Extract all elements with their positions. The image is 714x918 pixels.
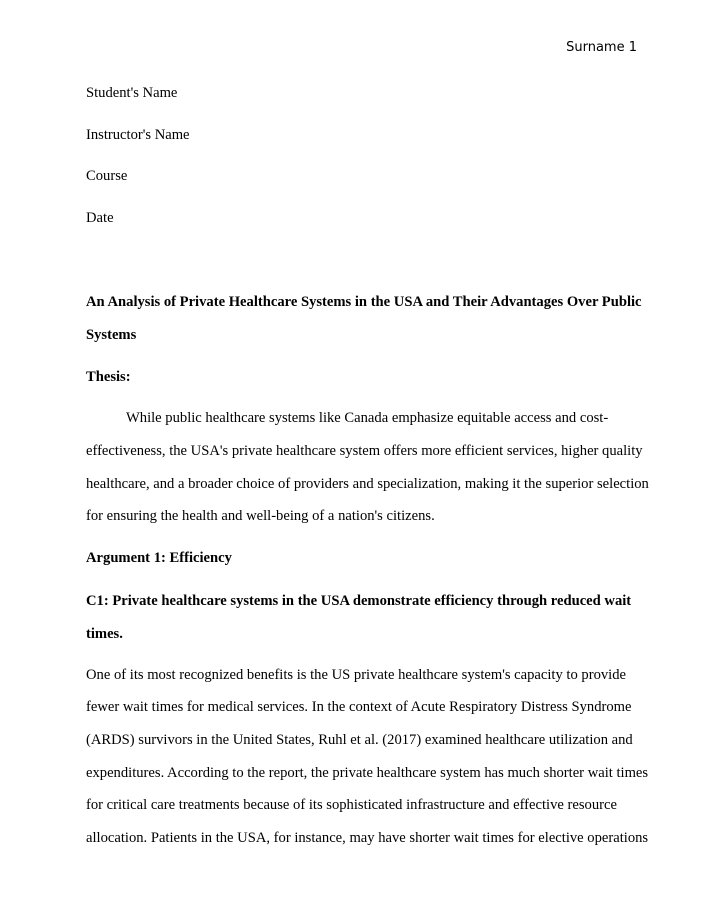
student-name: Student's Name bbox=[86, 85, 178, 101]
paragraph-line: One of its most recognized benefits is the US private healthcare system's capacity to provide bbox=[86, 667, 627, 683]
argument-1-heading: Argument 1: Efficiency bbox=[86, 550, 232, 566]
title-line-1: An Analysis of Private Healthcare Systems in the USA and Their Advantages Over Public bbox=[86, 294, 642, 310]
claim-1-line-1: C1: Private healthcare systems in the USA demonstrate efficiency through reduced wait bbox=[86, 593, 632, 609]
title-line-2: Systems bbox=[86, 327, 137, 343]
thesis-line: While public healthcare systems like Canada emphasize equitable access and cost- bbox=[126, 410, 609, 426]
paragraph-line: fewer wait times for medical services. In the context of Acute Respiratory Distress Syndrome bbox=[86, 699, 632, 715]
thesis-line: effectiveness, the USA's private healthcare system offers more efficient services, higher quality bbox=[86, 443, 643, 459]
paragraph-line: allocation. Patients in the USA, for instance, may have shorter wait times for elective operations bbox=[86, 830, 649, 846]
instructor-name: Instructor's Name bbox=[86, 127, 190, 143]
running-head: Surname 1 bbox=[566, 40, 637, 55]
date-line: Date bbox=[86, 210, 114, 226]
course-name: Course bbox=[86, 168, 128, 184]
paragraph-line: expenditures. According to the report, the private healthcare system has much shorter wait times bbox=[86, 765, 649, 781]
thesis-line: healthcare, and a broader choice of providers and specialization, making it the superior selection bbox=[86, 476, 649, 492]
thesis-label: Thesis: bbox=[86, 369, 131, 385]
paragraph-line: for critical care treatments because of its sophisticated infrastructure and effective resource bbox=[86, 797, 617, 813]
claim-1-line-2: times. bbox=[86, 626, 123, 642]
paragraph-line: (ARDS) survivors in the United States, Ruhl et al. (2017) examined healthcare utilization and bbox=[86, 732, 633, 748]
thesis-line: for ensuring the health and well-being of a nation's citizens. bbox=[86, 508, 435, 524]
